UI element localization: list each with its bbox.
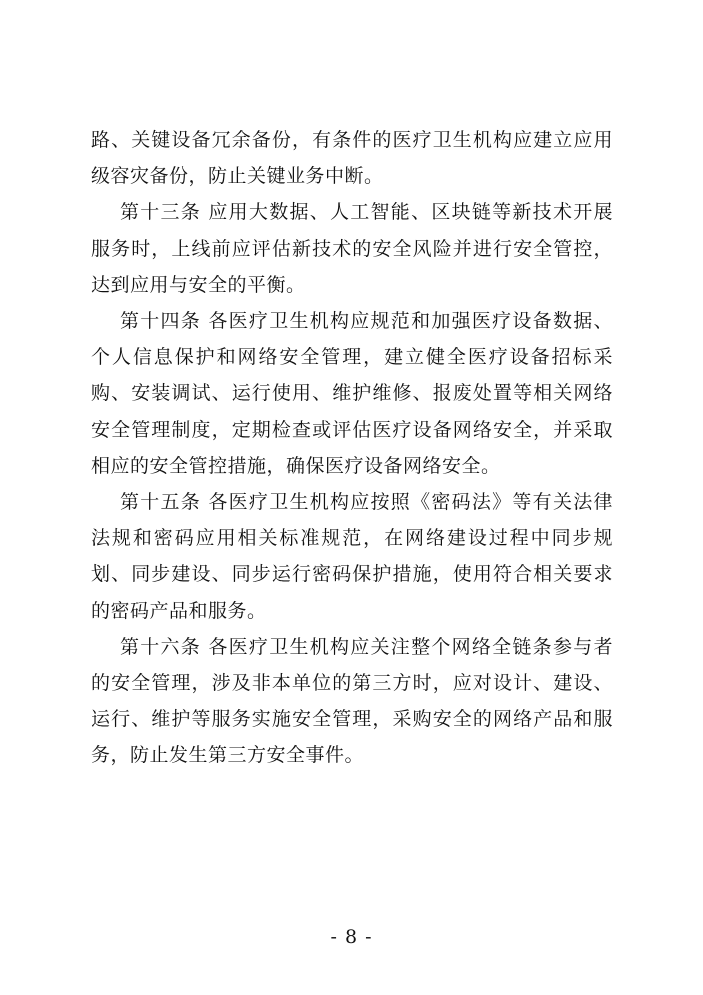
paragraph-article-14: 第十四条 各医疗卫生机构应规范和加强医疗设备数据、个人信息保护和网络安全管理，建立健全医疗设备招标采购、安装调试、运行使用、维护维修、报废处置等相关网络安全管理制度，定期检查或评估医疗设备网络安全，并采取相应的安全管控措施，确保医疗设备网络安全。: [91, 310, 613, 477]
paragraph-continuation: 路、关键设备冗余备份，有条件的医疗卫生机构应建立应用级容灾备份，防止关键业务中断。: [91, 129, 613, 188]
page-number: - 8 -: [330, 926, 373, 948]
document-body: [91, 122, 613, 774]
paragraph-article-13: 第十三条 应用大数据、人工智能、区块链等新技术开展服务时，上线前应评估新技术的安全风险并进行安全管控，达到应用与安全的平衡。: [91, 201, 613, 296]
paragraph-article-15: 第十五条 各医疗卫生机构应按照《密码法》等有关法律法规和密码应用相关标准规范，在网络建设过程中同步规划、同步建设、同步运行密码保护措施，使用符合相关要求的密码产品和服务。: [91, 491, 613, 622]
paragraph-article-16: 第十六条 各医疗卫生机构应关注整个网络全链条参与者的安全管理，涉及非本单位的第三方时，应对设计、建设、运行、维护等服务实施安全管理，采购安全的网络产品和服务，防止发生第三方安全事件。: [91, 635, 613, 767]
